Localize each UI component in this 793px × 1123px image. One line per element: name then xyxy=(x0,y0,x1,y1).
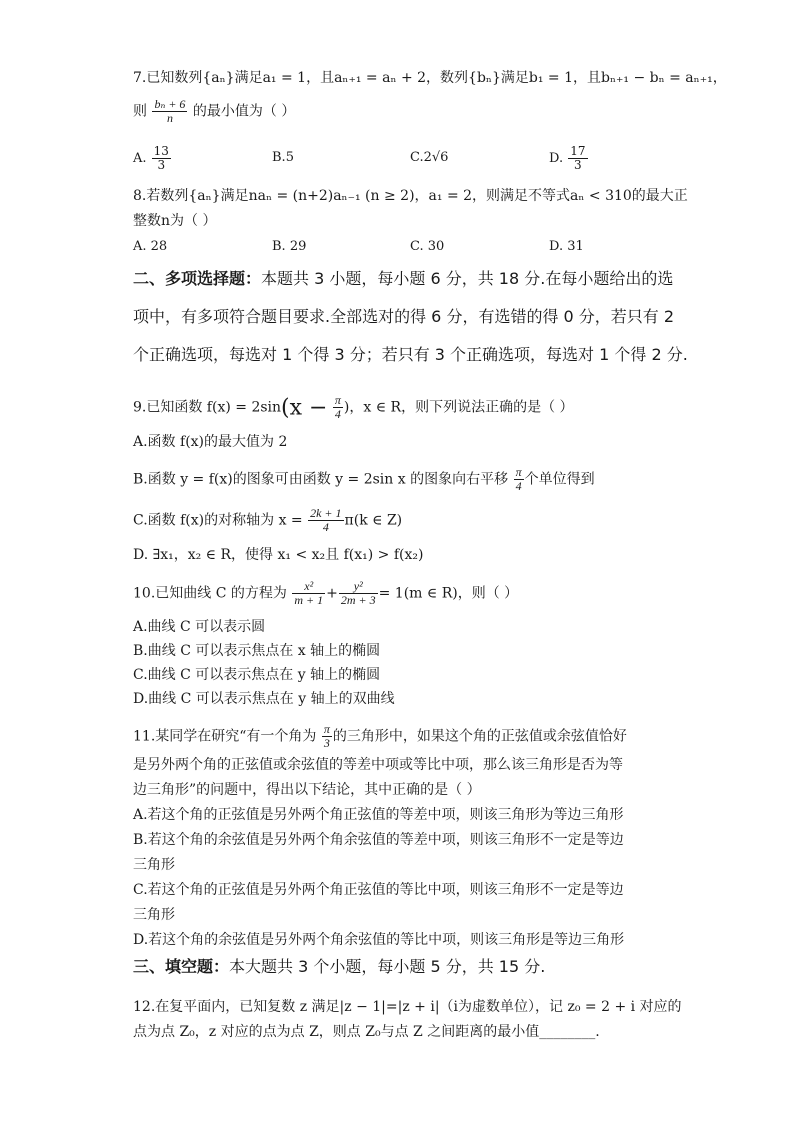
q8-option-a: A. 28 xyxy=(133,239,168,254)
q8-stem-line1: 8.若数列{aₙ}满足naₙ = (n+2)aₙ₋₁ (n ≥ 2)，a₁ = 2，则满足不等式aₙ < 310的最大正 xyxy=(133,188,688,204)
q9-option-c: C.函数 f(x)的对称轴为 x = $\frac{2k + 1}{4}$ π(k ∈ Z) xyxy=(133,506,403,534)
q7-fraction-numerator: bₙ + 6 xyxy=(154,97,186,111)
q7-stem-suffix: 的最小值为（ ） xyxy=(192,103,296,120)
section2-line2: 项中，有多项符合题目要求.全部选对的得 6 分，有选错的得 0 分，若只有 2 xyxy=(133,307,675,326)
q7-option-d: D. $\frac{17}{3}$ xyxy=(549,144,586,172)
q10-option-c: C.曲线 C 可以表示焦点在 y 轴上的椭圆 xyxy=(133,667,381,683)
q11-option-b-line2: 三角形 xyxy=(133,857,175,873)
q9-option-a: A.函数 f(x)的最大值为 2 xyxy=(133,434,288,450)
q11-option-c-line1: C.若这个角的正弦值是另外两个角正弦值的等比中项，则该三角形不一定是等边 xyxy=(133,882,624,898)
q7-stem-prefix: 则 xyxy=(133,103,147,120)
q10-option-b: B.曲线 C 可以表示焦点在 x 轴上的椭圆 xyxy=(133,643,381,659)
q8-option-c: C. 30 xyxy=(410,239,445,254)
q11-stem-line1: 11.某同学在研究“有一个角为 $\frac{\pi}{3}$ 的三角形中，如果这个角的正弦值或余弦值恰好 xyxy=(133,722,627,750)
q11-stem-line2: 是另外两个角的正弦值或余弦值的等差中项或等比中项，那么该三角形是否为等 xyxy=(133,757,623,773)
q11-option-a: A.若这个角的正弦值是另外两个角正弦值的等差中项，则该三角形为等边三角形 xyxy=(133,807,624,823)
q8-option-b: B. 29 xyxy=(272,239,307,254)
q10-stem: 10.已知曲线 C 的方程为 $\frac{\text{x²}}{m + 1}$ + $\frac{\text{y²}}{2m + 3}$ = 1(m ∈ R)，则（ ） xyxy=(133,579,519,607)
section2-heading: 二、多项选择题： xyxy=(133,269,262,288)
q12-stem-line1: 12.在复平面内，已知复数 z 满足|z − 1|=|z + i|（i为虚数单位），记 z₀ = 2 + i 对应的 xyxy=(133,999,682,1015)
q11-option-d: D.若这个角的余弦值是另外两个角余弦值的等比中项，则该三角形是等边三角形 xyxy=(133,932,625,948)
section2-line1: 二、多项选择题：本题共 3 小题，每小题 6 分，共 18 分.在每小题给出的选 xyxy=(133,269,674,288)
q10-option-a: A.曲线 C 可以表示圆 xyxy=(133,619,266,635)
q11-stem-line3: 边三角形”的问题中，得出以下结论，其中正确的是（ ） xyxy=(133,782,481,798)
q9-option-b: B.函数 y = f(x)的图象可由函数 y = 2sin x 的图象向右平移 $\frac{\pi}{4}$ 个单位得到 xyxy=(133,465,595,493)
q8-option-d: D. 31 xyxy=(549,239,584,254)
section2-line3: 个正确选项，每选对 1 个得 3 分；若只有 3 个正确选项，每选对 1 个得 2 分. xyxy=(133,345,688,364)
q7-option-a: A. $\frac{13}{3}$ xyxy=(133,144,169,172)
q7-fraction xyxy=(152,98,187,125)
q7-option-c: C.2√6 xyxy=(410,150,449,165)
section3-heading: 三、填空题： xyxy=(133,957,230,976)
q9-stem: 9.已知函数 f(x) = 2sin(x − $\frac{\pi}{4}$ )，x ∈ R，则下列说法正确的是（ ） xyxy=(133,393,574,421)
section3-line: 三、填空题：本大题共 3 个小题，每小题 5 分，共 15 分. xyxy=(133,957,546,976)
q11-option-b-line1: B.若这个角的余弦值是另外两个角余弦值的等差中项，则该三角形不一定是等边 xyxy=(133,832,624,848)
q12-stem-line2: 点为点 Z₀，z 对应的点为点 Z，则点 Z₀与点 Z 之间距离的最小值________. xyxy=(133,1024,600,1040)
q9-option-d: D. ∃x₁，x₂ ∈ R，使得 x₁ < x₂且 f(x₁) > f(x₂) xyxy=(133,547,424,563)
q7-stem-line1: 7.已知数列{aₙ}满足a₁ = 1，且aₙ₊₁ = aₙ + 2，数列{bₙ}满足b₁ = 1，且bₙ₊₁ − bₙ = aₙ₊₁， xyxy=(133,70,727,86)
q8-stem-line2: 整数n为（ ） xyxy=(133,213,217,229)
q7-stem-line2 xyxy=(133,98,295,125)
q7-fraction-denominator: n xyxy=(166,111,173,125)
q10-option-d: D.曲线 C 可以表示焦点在 y 轴上的双曲线 xyxy=(133,691,395,707)
q11-option-c-line2: 三角形 xyxy=(133,907,175,923)
q7-option-b: B.5 xyxy=(272,150,294,165)
